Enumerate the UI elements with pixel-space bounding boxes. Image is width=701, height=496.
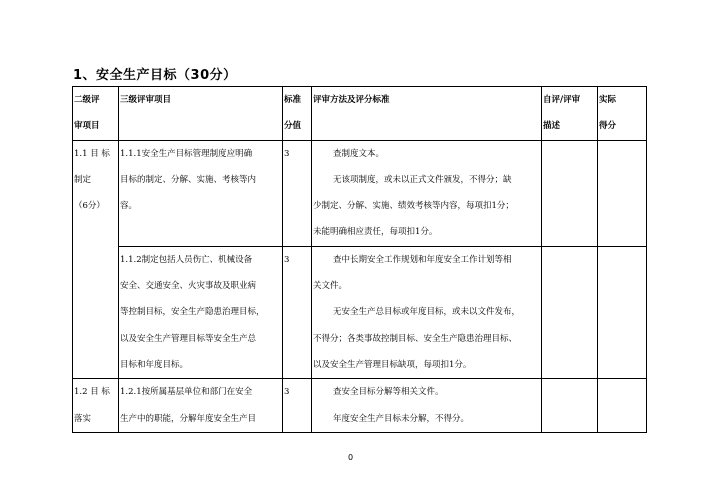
actual-score-cell: [598, 379, 647, 433]
self-eval-cell: [542, 246, 598, 378]
method-cell: 查安全目标分解等相关文件。 年度安全生产目标未分解，不得分。: [312, 379, 542, 433]
table-header-row: [73, 87, 647, 141]
table-row: [73, 379, 647, 433]
header-actual-score: 实际 得分: [598, 87, 647, 141]
method-cell: 查制度文本。 无该项制度，或未以正式文件颁发，不得分；缺 少制定、分解、实施、绩效考核等内容，每项扣1分； 未能明确相应责任，每项扣1分。: [312, 140, 542, 246]
score-cell: 3: [283, 379, 312, 433]
level2-cell: 1.2 目 标 落实: [73, 379, 119, 433]
score-cell: 3: [283, 140, 312, 246]
method-cell: 查中长期安全工作规划和年度安全工作计划等相 关文件。 无安全生产总目标或年度目标，或未以文件发布， 不得分；各类事故控制目标、安全生产隐患治理目标、 以及安全生产管理目标缺项，每项扣1分。: [312, 246, 542, 378]
self-eval-cell: [542, 379, 598, 433]
header-level3: 三级评审项目: [119, 87, 283, 141]
level3-cell: 1.2.1按所属基层单位和部门在安全 生产中的职能，分解年度安全生产目: [119, 379, 283, 433]
header-self-eval: 自评/评审 描述: [542, 87, 598, 141]
level3-cell: 1.1.1安全生产目标管理制度应明确 目标的制定、分解、实施、考核等内 容。: [119, 140, 283, 246]
evaluation-table: [72, 86, 647, 433]
header-method: 评审方法及评分标准: [312, 87, 542, 141]
level3-cell: 1.1.2制定包括人员伤亡、机械设备 安全、交通安全、火灾事故及职业病 等控制目标，安全生产隐患治理目标， 以及安全生产管理目标等安全生产总 目标和年度目标。: [119, 246, 283, 378]
page-number: 0: [347, 453, 354, 462]
table-row: [73, 246, 647, 378]
header-score: 标准 分值: [283, 87, 312, 141]
section-title: 1、安全生产目标（30分）: [73, 68, 237, 83]
self-eval-cell: [542, 140, 598, 246]
actual-score-cell: [598, 246, 647, 378]
table-row: [73, 140, 647, 246]
level2-cell: 1.1 目 标 制定 （6分）: [73, 140, 119, 379]
score-cell: 3: [283, 246, 312, 378]
actual-score-cell: [598, 140, 647, 246]
header-level2: 二级评 审项目: [73, 87, 119, 141]
